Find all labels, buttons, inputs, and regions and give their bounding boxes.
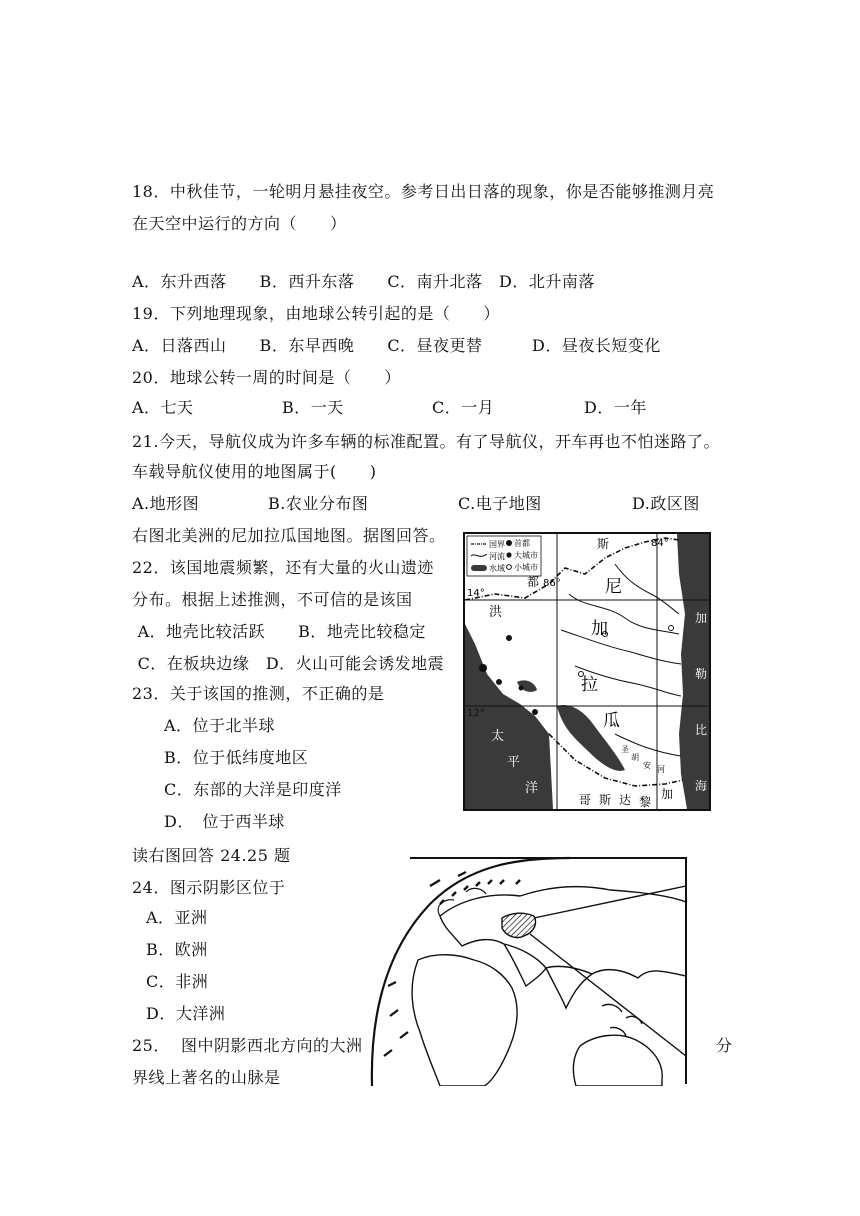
label-nicaragua-gua: 瓜 [603, 711, 620, 731]
q22-options-cd: C．在板块边缘 D．火山可能会诱发地震 [132, 654, 445, 673]
globe-edge [372, 858, 570, 1086]
legend-bigcity-symbol [506, 552, 511, 557]
q21-option-c: C.电子地图 [458, 494, 542, 513]
q22-stem-line1: 22．该国地震频繁，还有大量的火山遗迹 [132, 558, 434, 577]
nicaragua-map [463, 532, 711, 811]
label-honduras-hong: 洪 [489, 605, 503, 620]
small-city-dot [669, 626, 674, 631]
label-caribbean-jia: 加 [695, 611, 708, 625]
label-honduras-du: 都 [527, 575, 540, 589]
q25-stem-left: 25． 图中阴影西北方向的大洲 [132, 1036, 363, 1055]
legend-water-symbol [471, 565, 487, 571]
q24-option-b: B．欧洲 [146, 940, 208, 959]
globe-map [370, 856, 688, 1086]
legend-capital-symbol [506, 540, 512, 546]
q25-stem-right: 分 [716, 1036, 733, 1055]
lon-86-label: 86° [543, 578, 561, 589]
city-dot [506, 635, 512, 641]
q23-option-d: D． 位于西半球 [164, 812, 285, 831]
city-dot [532, 709, 538, 715]
pointer-line-lower [530, 934, 686, 1056]
label-sanjuan-an: 安 [643, 761, 651, 770]
q23-option-c: C．东部的大洋是印度洋 [164, 780, 342, 799]
city-dot [519, 686, 524, 691]
river-2 [561, 630, 681, 664]
legend-water-label: 水域 [489, 564, 505, 573]
legend-river-label: 河流 [489, 552, 505, 561]
q23-stem: 23．关于该国的推测，不正确的是 [132, 684, 385, 703]
label-sanjuan-hu: 胡 [631, 753, 639, 762]
q24-option-c: C．非洲 [146, 972, 209, 991]
pointer-line-upper [534, 886, 686, 918]
lat-14-label: 14° [467, 588, 485, 599]
q20-stem: 20．地球公转一周的时间是（ ） [132, 368, 401, 387]
q20-option-c: C．一月 [432, 398, 495, 417]
graticule-dots [440, 880, 520, 904]
q25-stem-line2: 界线上著名的山脉是 [132, 1068, 281, 1087]
q20-option-d: D．一年 [584, 398, 647, 417]
q18-options: A．东升西落 B．西升东落 C．南升北落 D．北升南落 [132, 272, 595, 291]
label-costarica-si: 斯 [599, 793, 612, 807]
q22-stem-line2: 分布。根据上述推测，不可信的是该国 [132, 590, 413, 609]
q21-option-d: D.政区图 [632, 494, 700, 513]
legend-smallcity-label: 小城市 [514, 563, 538, 572]
label-caribbean-bi: 比 [695, 723, 708, 737]
city-dot [496, 679, 502, 685]
se-asia-islands [602, 1004, 642, 1036]
legend-bigcity-label: 大城市 [514, 551, 538, 560]
q24-option-a: A．亚洲 [146, 908, 208, 927]
lon-84-label: 84° [651, 538, 669, 549]
lat-12-label: 12° [467, 708, 485, 719]
australia-outline [573, 1035, 662, 1086]
city-dot [479, 664, 487, 672]
q24-stem: 24．图示阴影区位于 [132, 878, 286, 897]
q20-option-b: B．一天 [282, 398, 344, 417]
label-costarica-jia: 加 [661, 787, 674, 801]
label-costarica-da: 达 [619, 793, 632, 807]
q23-option-b: B．位于低纬度地区 [164, 748, 309, 767]
legend-capital-label: 首都 [514, 539, 530, 548]
label-sanjuan-sheng: 圣 [621, 745, 629, 754]
q18-stem-line1: 18．中秋佳节，一轮明月悬挂夜空。参考日出日落的现象，你是否能够推测月亮 [132, 182, 715, 201]
q24-option-d: D．大洋洲 [146, 1004, 226, 1023]
label-honduras-si: 斯 [597, 537, 610, 551]
label-caribbean-le: 勒 [695, 667, 708, 681]
q22-options-ab: A．地壳比较活跃 B．地壳比较稳定 [132, 622, 426, 641]
eurasia-outline [440, 887, 686, 978]
q18-stem-line2: 在天空中运行的方向（ ） [132, 214, 347, 233]
q21-stem-line2: 车载导航仪使用的地图属于( ) [132, 462, 377, 481]
nicaragua-map-svg [465, 534, 709, 809]
q19-options: A．日落西山 B．东早西晚 C．昼夜更替 D．昼夜长短变化 [132, 336, 661, 355]
q21-option-a: A.地形图 [132, 494, 200, 513]
legend-border-label: 国界 [489, 540, 505, 549]
africa-outline [412, 955, 517, 1086]
label-pacific-tai: 太 [491, 729, 505, 744]
label-nicaragua-ni: 尼 [605, 577, 622, 597]
q19-stem: 19．下列地理现象，由地球公转引起的是（ ） [132, 304, 500, 323]
q20-option-a: A．七天 [132, 398, 194, 417]
label-nicaragua-la: 拉 [581, 675, 598, 695]
q21-option-b: B.农业分布图 [268, 494, 369, 513]
globe-intro: 读右图回答 24.25 题 [132, 846, 291, 865]
label-sanjuan-he: 河 [657, 765, 665, 774]
label-pacific-yang: 洋 [525, 781, 539, 796]
label-caribbean-hai: 海 [695, 779, 708, 793]
nicaragua-intro: 右图北美洲的尼加拉瓜国地图。据图回答。 [132, 526, 446, 545]
label-costarica-li: 黎 [639, 795, 652, 809]
globe-map-svg [370, 856, 688, 1086]
india-outline [546, 968, 592, 1008]
q23-option-a: A．位于北半球 [164, 716, 276, 735]
arabia-outline [504, 944, 546, 986]
river-4 [615, 564, 679, 614]
q21-stem-line1: 21.今天，导航仪成为许多车辆的标准配置。有了导航仪，开车再也不怕迷路了。 [132, 432, 720, 451]
label-pacific-ping: 平 [507, 755, 521, 770]
label-costarica-ge: 哥 [579, 793, 592, 807]
label-nicaragua-jia: 加 [591, 619, 608, 639]
